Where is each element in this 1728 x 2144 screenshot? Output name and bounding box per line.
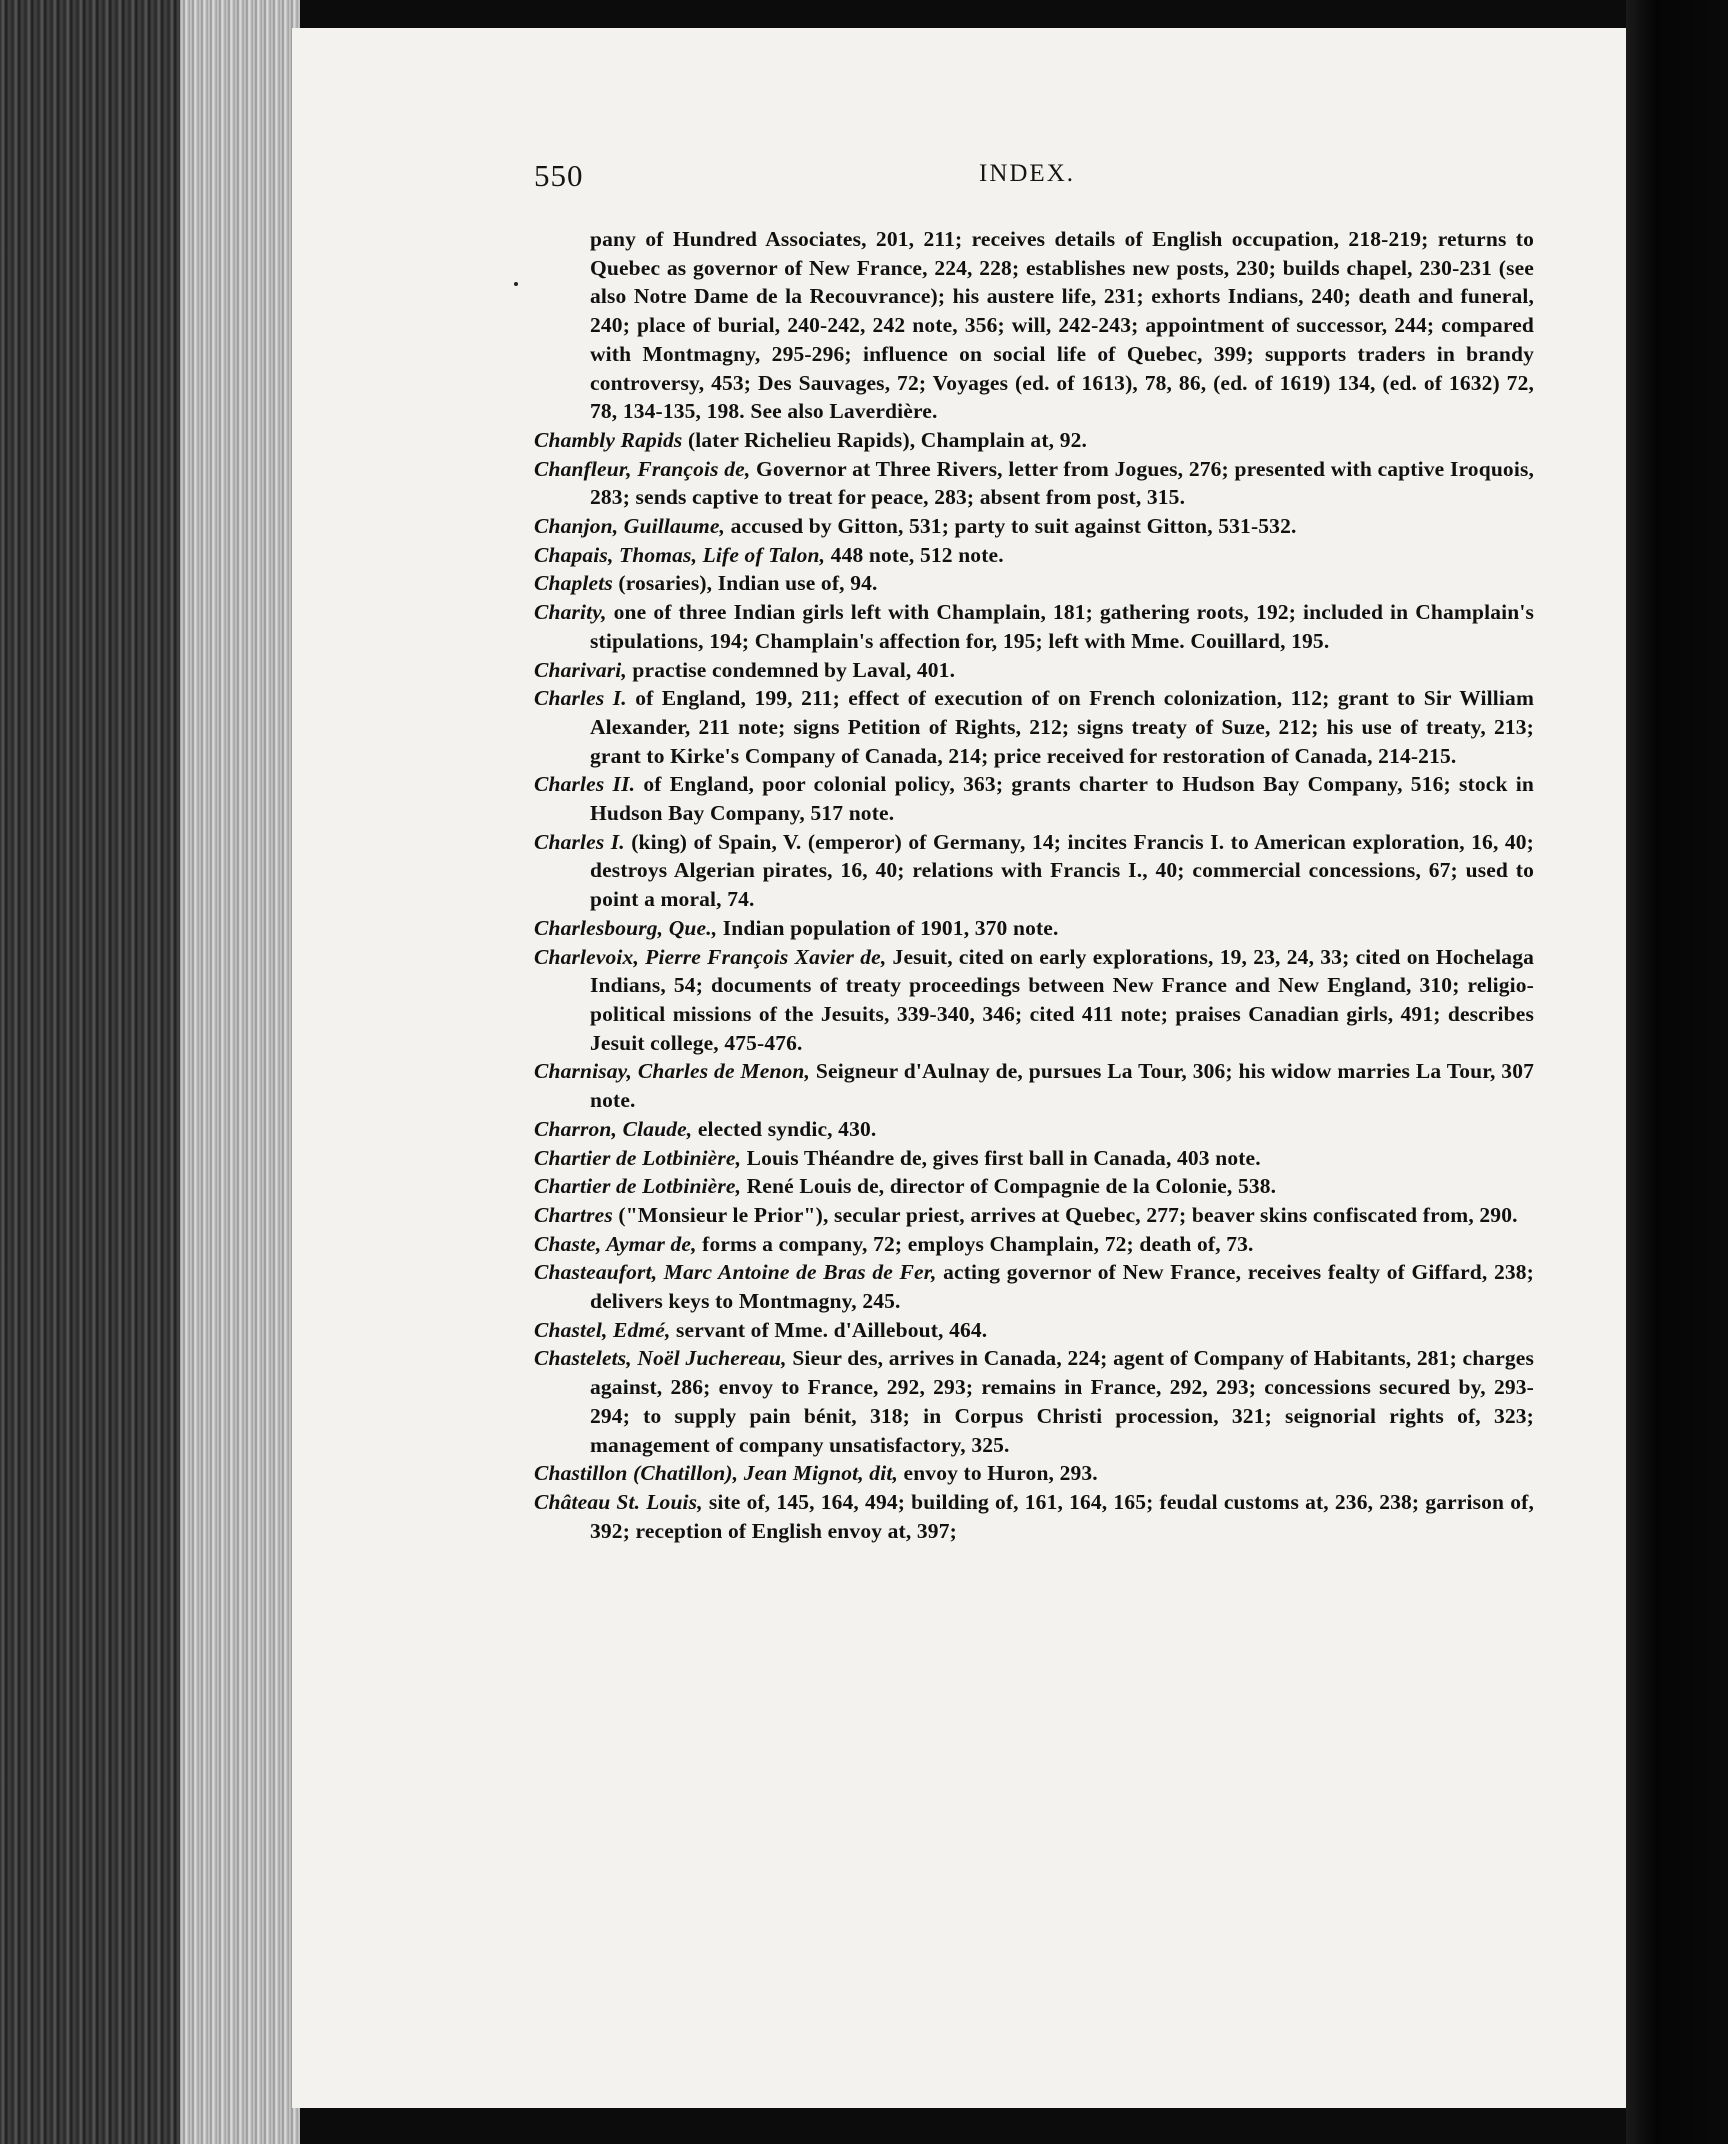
index-entry: Charles I. (king) of Spain, V. (emperor) of Germany, 14; incites Francis I. to American exploration, 16, 40; destroys Algerian pirates, 16, 40; relations with Francis I., 40; commercial concessions, 67; used to point a moral, 74.	[534, 829, 1534, 912]
index-entry: Charlevoix, Pierre François Xavier de, Jesuit, cited on early explorations, 19, 23, 24, 33; cited on Hochelaga Indians, 54; documents of treaty proceedings between New France and New England, 310; religio-political missions of the Jesuits, 339-340, 346; cited 411 note; praises Canadian girls, 491; describes Jesuit college, 475-476.	[534, 944, 1534, 1055]
index-entry: Chartier de Lotbinière, René Louis de, director of Compagnie de la Colonie, 538.	[534, 1174, 1277, 1199]
index-entry: Chasteaufort, Marc Antoine de Bras de Fer, acting governor of New France, receives fealty of Giffard, 238; delivers keys to Montmagny, 245.	[534, 1260, 1534, 1314]
gutter-shadow	[1626, 0, 1728, 2144]
running-head: INDEX.	[979, 160, 1076, 187]
page-header	[534, 158, 1534, 202]
index-entry: Charles I. of England, 199, 211; effect of execution of on French colonization, 112; grant to Sir William Alexander, 211 note; signs Petition of Rights, 212; signs treaty of Suze, 212; his use of treaty, 213; grant to Kirke's Company of Canada, 214; price received for restoration of Canada, 214-215.	[534, 686, 1534, 768]
index-entry: Chartier de Lotbinière, Louis Théandre de, gives first ball in Canada, 403 note.	[534, 1145, 1261, 1170]
index-entry: Chanjon, Guillaume, accused by Gitton, 531; party to suit against Gitton, 531-532.	[534, 514, 1297, 539]
index-entry: pany of Hundred Associates, 201, 211; receives details of English occupation, 218-219; returns to Quebec as governor of New France, 224, 228; establishes new posts, 230; builds chapel, 230-231 (see also Notre Dame de la Recouvrance); his austere life, 231; exhorts Indians, 240; death and funeral, 240; place of burial, 240-242, 242 note, 356; will, 242-243; appointment of successor, 244; compared with Montmagny, 295-296; influence on social life of Quebec, 399; supports traders in brandy controversy, 453; Des Sauvages, 72; Voyages (ed. of 1613), 78, 86, (ed. of 1619) 134, (ed. of 1632) 72, 78, 134-135, 198. See also Laverdière.	[590, 227, 1534, 424]
index-entry: Charlesbourg, Que., Indian population of 1901, 370 note.	[534, 915, 1059, 940]
index-entry: Chaste, Aymar de, forms a company, 72; employs Champlain, 72; death of, 73.	[534, 1231, 1254, 1256]
index-entry: Chastillon (Chatillon), Jean Mignot, dit, envoy to Huron, 293.	[534, 1461, 1098, 1486]
index-entry: Château St. Louis, site of, 145, 164, 494; building of, 161, 164, 165; feudal customs at, 236, 238; garrison of, 392; reception of English envoy at, 397;	[534, 1489, 1534, 1543]
index-entries	[534, 225, 1534, 1545]
index-entry: Charles II. of England, poor colonial policy, 363; grants charter to Hudson Bay Company, 516; stock in Hudson Bay Company, 517 note.	[534, 772, 1534, 826]
ink-speck	[514, 282, 518, 286]
index-entry: Chaplets (rosaries), Indian use of, 94.	[534, 571, 878, 596]
index-entry: Chartres ("Monsieur le Prior"), secular priest, arrives at Quebec, 277; beaver skins confiscated from, 290.	[534, 1202, 1518, 1227]
index-entry: Charnisay, Charles de Menon, Seigneur d'Aulnay de, pursues La Tour, 306; his widow marries La Tour, 307 note.	[534, 1059, 1534, 1113]
index-entry: Chastel, Edmé, servant of Mme. d'Aillebout, 464.	[534, 1317, 988, 1342]
index-entry: Chanfleur, François de, Governor at Three Rivers, letter from Jogues, 276; presented with captive Iroquois, 283; sends captive to treat for peace, 283; absent from post, 315.	[534, 456, 1534, 510]
index-entry: Charity, one of three Indian girls left with Champlain, 181; gathering roots, 192; included in Champlain's stipulations, 194; Champlain's affection for, 195; left with Mme. Couillard, 195.	[534, 600, 1534, 653]
index-entry: Charivari, practise condemned by Laval, 401.	[534, 657, 956, 682]
book-page-edges	[0, 0, 300, 2144]
page-number: 550	[534, 158, 584, 193]
index-entry: Chastelets, Noël Juchereau, Sieur des, arrives in Canada, 224; agent of Company of Habitants, 281; charges against, 286; envoy to France, 292, 293; remains in France, 292, 293; concessions secured by, 293-294; to supply pain bénit, 318; in Corpus Christi procession, 321; seignorial rights of, 323; management of company unsatisfactory, 325.	[534, 1346, 1535, 1457]
index-entry: Charron, Claude, elected syndic, 430.	[534, 1116, 877, 1141]
index-entry: Chapais, Thomas, Life of Talon, 448 note, 512 note.	[534, 542, 1004, 567]
page-stack	[180, 0, 300, 2144]
index-entry: Chambly Rapids (later Richelieu Rapids), Champlain at, 92.	[534, 427, 1088, 452]
